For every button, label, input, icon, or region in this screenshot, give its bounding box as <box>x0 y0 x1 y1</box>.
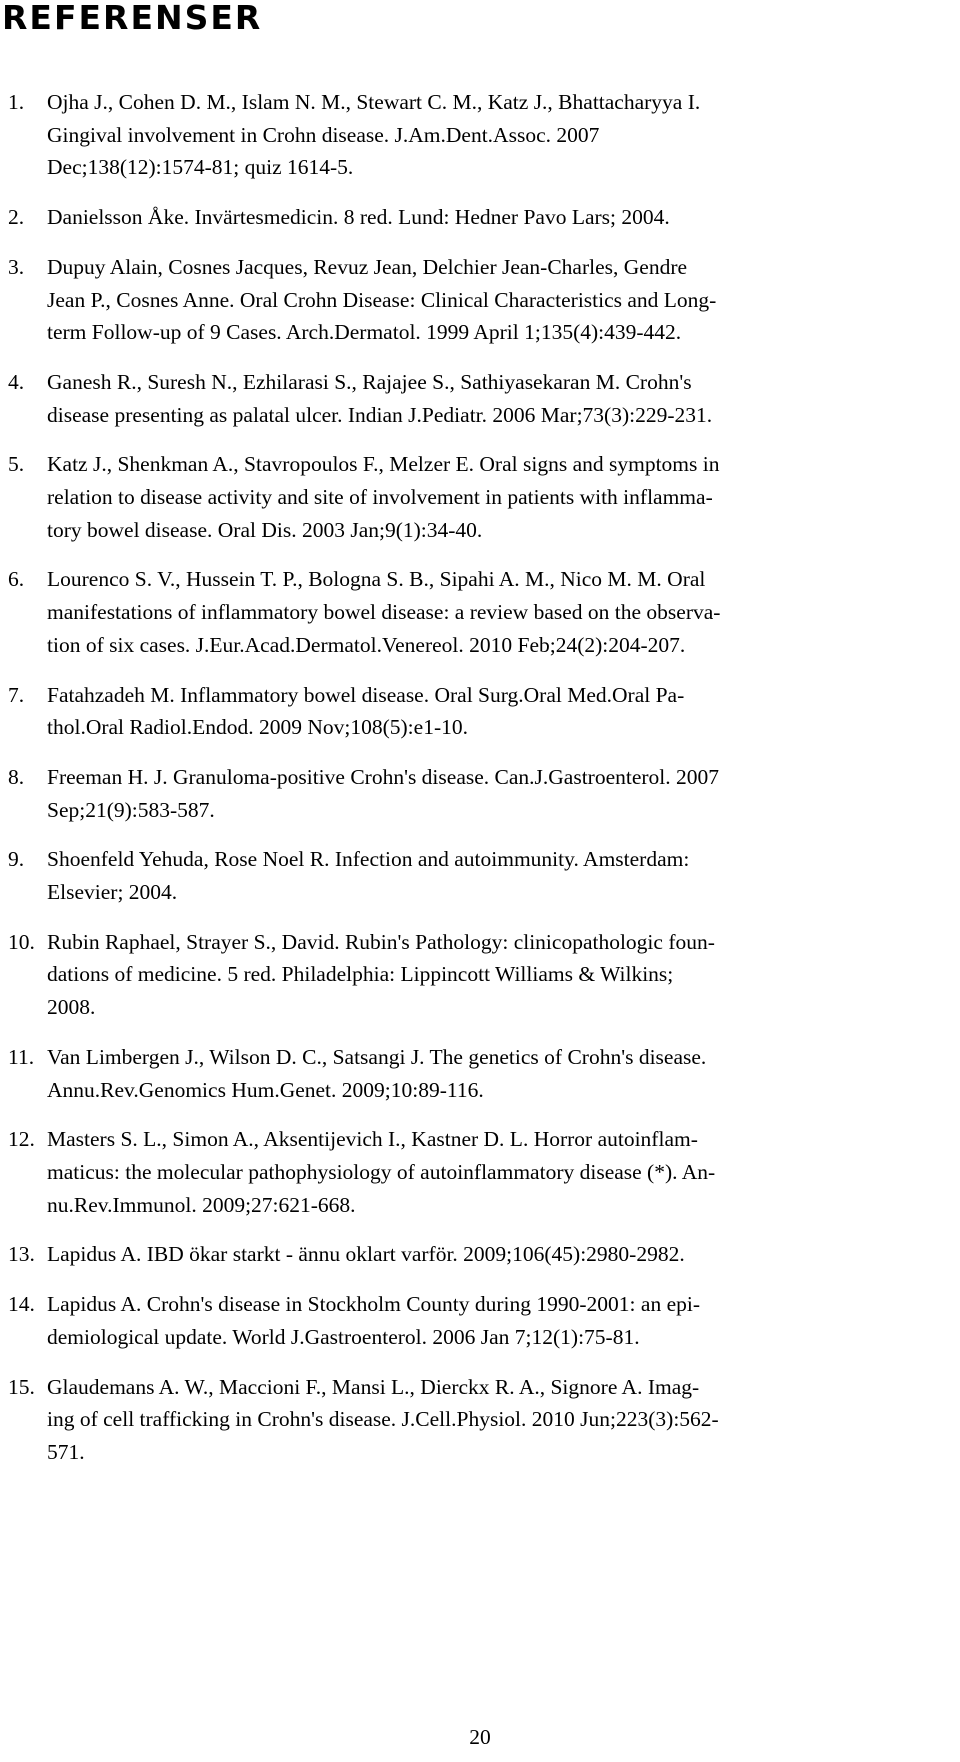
reference-text-line: maticus: the molecular pathophysiology of autoinflammatory disease (*). An- <box>47 1159 716 1184</box>
reference-text-line: 2008. <box>47 995 96 1020</box>
reference-text-line: Lourenco S. V., Hussein T. P., Bologna S. B., Sipahi A. M., Nico M. M. Oral <box>47 567 706 592</box>
reference-number: 3. <box>8 254 25 279</box>
page-number: 20 <box>469 1725 491 1749</box>
reference-text-line: thol.Oral Radiol.Endod. 2009 Nov;108(5):e1-10. <box>47 715 468 740</box>
reference-text-line: term Follow-up of 9 Cases. Arch.Dermatol. 1999 April 1;135(4):439-442. <box>47 320 682 345</box>
reference-number: 11. <box>8 1044 35 1069</box>
reference-number: 9. <box>8 847 25 872</box>
reference-item <box>0 1123 927 1221</box>
reference-item <box>0 1288 927 1353</box>
reference-item <box>0 201 927 234</box>
reference-item <box>0 926 927 1024</box>
reference-text-line: Lapidus A. IBD ökar starkt - ännu oklart varför. 2009;106(45):2980-2982. <box>47 1242 685 1267</box>
reference-item <box>0 1238 927 1271</box>
reference-text-line: Shoenfeld Yehuda, Rose Noel R. Infection and autoimmunity. Amsterdam: <box>47 847 690 872</box>
reference-text-line: Elsevier; 2004. <box>47 880 178 905</box>
reference-number: 14. <box>8 1292 35 1317</box>
reference-item <box>0 448 927 546</box>
reference-text-line: Sep;21(9):583-587. <box>47 797 215 822</box>
reference-text-line: Jean P., Cosnes Anne. Oral Crohn Disease: Clinical Characteristics and Long- <box>47 287 717 312</box>
reference-text-line: Lapidus A. Crohn's disease in Stockholm County during 1990-2001: an epi- <box>47 1292 700 1317</box>
reference-item <box>0 1371 927 1469</box>
reference-text-line: demiological update. World J.Gastroenterol. 2006 Jan 7;12(1):75-81. <box>47 1324 640 1349</box>
reference-text-line: tion of six cases. J.Eur.Acad.Dermatol.Venereol. 2010 Feb;24(2):204-207. <box>47 632 686 657</box>
reference-item <box>0 251 927 349</box>
reference-text-line: Dupuy Alain, Cosnes Jacques, Revuz Jean, Delchier Jean-Charles, Gendre <box>47 254 688 279</box>
reference-number: 12. <box>8 1127 35 1152</box>
reference-text-line: tory bowel disease. Oral Dis. 2003 Jan;9(1):34-40. <box>47 517 483 542</box>
reference-number: 1. <box>8 90 25 114</box>
reference-number: 10. <box>8 929 35 954</box>
reference-text-line: Dec;138(12):1574-81; quiz 1614-5. <box>47 155 354 180</box>
reference-list <box>0 86 960 1486</box>
reference-text-line: Van Limbergen J., Wilson D. C., Satsangi J. The genetics of Crohn's disease. <box>47 1044 707 1069</box>
reference-text-line: relation to disease activity and site of involvement in patients with inflamma- <box>47 485 713 510</box>
reference-number: 7. <box>8 682 25 707</box>
reference-text-line: Fatahzadeh M. Inflammatory bowel disease. Oral Surg.Oral Med.Oral Pa- <box>47 682 685 707</box>
reference-text-line: disease presenting as palatal ulcer. Indian J.Pediatr. 2006 Mar;73(3):229-231. <box>47 402 713 427</box>
reference-text-line: Glaudemans A. W., Maccioni F., Mansi L., Dierckx R. A., Signore A. Imag- <box>47 1374 700 1399</box>
reference-number: 2. <box>8 205 25 230</box>
reference-item <box>0 366 927 431</box>
reference-text-line: Danielsson Åke. Invärtesmedicin. 8 red. Lund: Hedner Pavo Lars; 2004. <box>47 205 670 230</box>
reference-text-line: manifestations of inflammatory bowel disease: a review based on the observa- <box>47 600 721 625</box>
reference-number: 4. <box>8 369 25 394</box>
reference-text-line: Ojha J., Cohen D. M., Islam N. M., Stewart C. M., Katz J., Bhattacharyya I. <box>47 90 701 114</box>
reference-text-line: nu.Rev.Immunol. 2009;27:621-668. <box>47 1192 356 1217</box>
reference-number: 13. <box>8 1242 35 1267</box>
page-heading: REFERENSER <box>2 0 263 37</box>
reference-item <box>0 1041 927 1106</box>
reference-item <box>0 843 927 908</box>
reference-text-line: Ganesh R., Suresh N., Ezhilarasi S., Rajajee S., Sathiyasekaran M. Crohn's <box>47 369 692 394</box>
reference-text-line: Gingival involvement in Crohn disease. J.Am.Dent.Assoc. 2007 <box>47 122 600 147</box>
reference-text-line: Katz J., Shenkman A., Stavropoulos F., Melzer E. Oral signs and symptoms in <box>47 452 720 477</box>
reference-item <box>0 761 927 826</box>
reference-text-line: Rubin Raphael, Strayer S., David. Rubin's Pathology: clinicopathologic foun- <box>47 929 715 954</box>
reference-number: 15. <box>8 1374 35 1399</box>
reference-text-line: Annu.Rev.Genomics Hum.Genet. 2009;10:89-116. <box>47 1077 484 1102</box>
reference-number: 6. <box>8 567 25 592</box>
reference-number: 5. <box>8 452 25 477</box>
reference-text-line: dations of medicine. 5 red. Philadelphia: Lippincott Williams & Wilkins; <box>47 962 674 987</box>
reference-item <box>0 86 927 184</box>
reference-text-line: 571. <box>47 1439 85 1464</box>
reference-item <box>0 679 927 744</box>
reference-text-line: ing of cell trafficking in Crohn's disease. J.Cell.Physiol. 2010 Jun;223(3):562- <box>47 1407 719 1432</box>
reference-text-line: Masters S. L., Simon A., Aksentijevich I., Kastner D. L. Horror autoinflam- <box>47 1127 698 1152</box>
reference-item <box>0 563 927 661</box>
reference-text-line: Freeman H. J. Granuloma-positive Crohn's disease. Can.J.Gastroenterol. 2007 <box>47 764 720 789</box>
reference-number: 8. <box>8 764 25 789</box>
